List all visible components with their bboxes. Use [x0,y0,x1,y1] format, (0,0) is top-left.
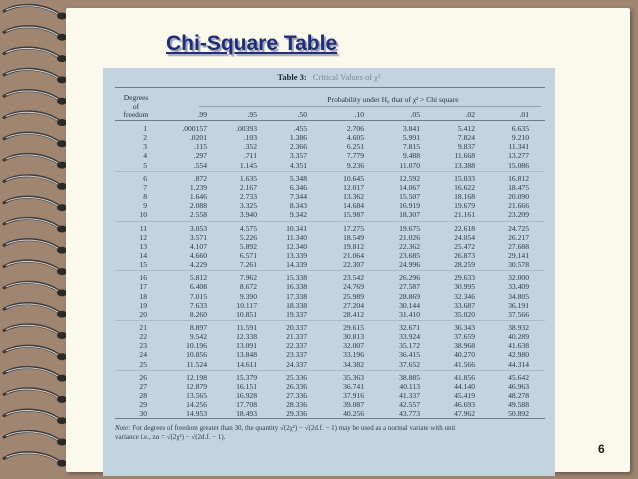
value-cell: 8.260 [189,309,207,319]
value-cell: 30.578 [508,260,529,270]
binding-coil [4,304,67,318]
value-cell: 37.916 [343,391,364,401]
value-cell: 6.251 [346,142,364,152]
binding-coil [4,69,67,83]
value-cell: 18.493 [236,409,257,419]
value-cell: 25.336 [286,372,307,382]
value-cell: 9.390 [239,291,257,301]
value-cell: 10.856 [186,350,207,360]
value-cell: .872 [193,173,207,183]
value-cell: 38.885 [399,372,420,382]
probability-header: Probability under H₀ that of χ² > Chi square [327,95,459,104]
value-cell: 30.995 [454,282,475,292]
value-cell: 3.841 [402,124,420,133]
value-cell: 1.145 [239,160,257,170]
df-cell: 21 [139,323,147,332]
df-cell: 10 [139,210,147,220]
value-cell: 18.475 [508,182,529,192]
value-cell: 11.591 [236,323,257,332]
value-cell: 19.679 [454,201,475,211]
value-cell: 23.685 [399,250,420,260]
value-cell: 29.141 [508,250,529,260]
value-cell: 33.924 [399,332,420,342]
value-cell: 11.070 [399,160,420,170]
value-cell: 33.409 [508,282,529,292]
value-cell: 15.987 [343,210,364,220]
value-cell: 13.339 [286,250,307,260]
value-cell: 34.805 [508,291,529,301]
value-cell: 9.542 [189,332,207,342]
value-cell: 7.015 [189,291,207,301]
value-cell: 40.256 [343,409,364,419]
value-cell: 2.706 [346,124,364,133]
binding-coil [4,453,67,467]
df-cell: 5 [143,160,147,170]
value-cell: 16.338 [286,282,307,292]
value-cell: 36.741 [343,381,364,391]
df-cell: 2 [143,133,147,143]
value-cell: 8.897 [189,323,207,332]
value-cell: 6.346 [289,182,307,192]
value-cell: 25.472 [454,241,475,251]
value-cell: 36.191 [508,300,529,310]
value-cell: .00393 [236,124,257,133]
value-cell: 36.343 [454,323,475,332]
value-cell: 41.337 [399,391,420,401]
value-cell: 41.566 [454,359,475,369]
df-cell: 3 [143,142,147,152]
value-cell: 22.362 [399,241,420,251]
value-cell: 9.837 [457,142,475,152]
value-cell: 27.336 [286,391,307,401]
df-cell: 9 [143,201,147,211]
value-cell: 13.091 [236,341,257,351]
value-cell: 37.659 [454,332,475,342]
value-cell: 4.605 [346,133,364,143]
value-cell: 13.848 [236,350,257,360]
binding-coil [4,431,67,445]
value-cell: 34.382 [343,359,364,369]
df-cell: 11 [139,223,147,233]
value-cell: .352 [243,142,257,152]
value-cell: 32.671 [399,323,420,332]
value-cell: 16.812 [508,173,529,183]
value-cell: 14.953 [186,409,207,419]
value-cell: 42.557 [399,400,420,410]
table-caption [103,72,555,82]
value-cell: 26.296 [399,273,420,283]
value-cell: 37.566 [508,309,529,319]
value-cell: 37.652 [399,359,420,369]
value-cell: 16.151 [236,381,257,391]
value-cell: 43.773 [399,409,420,419]
value-cell: 15.507 [399,192,420,202]
value-cell: 9.488 [402,151,420,161]
value-cell: 46.963 [508,381,529,391]
value-cell: 16.919 [399,201,420,211]
value-cell: 14.067 [399,182,420,192]
row-group-separator [115,320,545,321]
value-cell: 21.161 [454,210,475,220]
df-cell: 18 [139,291,147,301]
value-cell: 12.340 [286,241,307,251]
column-header: .99 [197,110,207,119]
value-cell: 5.812 [189,273,207,283]
value-cell: 12.338 [236,332,257,342]
value-cell: 29.633 [454,273,475,283]
value-cell: 33.687 [454,300,475,310]
value-cell: 36.415 [399,350,420,360]
row-group-separator [115,270,545,271]
column-header: .02 [465,110,475,119]
binding-coil [4,367,67,381]
value-cell: 10.117 [236,300,257,310]
probability-header-rule [199,106,541,107]
value-cell: 3.940 [239,210,257,220]
value-cell: 19.812 [343,241,364,251]
binding-coil [4,282,67,296]
df-cell: 20 [139,309,147,319]
value-cell: .297 [193,151,207,161]
note-label: Note: [115,424,131,432]
value-cell: 13.277 [508,151,529,161]
value-cell: 14.339 [286,260,307,270]
value-cell: 10.196 [186,341,207,351]
value-cell: 15.379 [236,372,257,382]
value-cell: 14.611 [236,359,257,369]
df-cell: 12 [139,232,147,242]
value-cell: 11.668 [454,151,475,161]
value-cell: 26.217 [508,232,529,242]
df-cell: 15 [139,260,147,270]
value-cell: 28.412 [343,309,364,319]
value-cell: 4.575 [239,223,257,233]
value-cell: 21.064 [343,250,364,260]
value-cell: 5.892 [239,241,257,251]
value-cell: 15.338 [286,273,307,283]
value-cell: 17.708 [236,400,257,410]
value-cell: 9.210 [511,133,529,143]
value-cell: 44.140 [454,381,475,391]
value-cell: 38.968 [454,341,475,351]
value-cell: 20.090 [508,192,529,202]
value-cell: 6.635 [511,124,529,133]
value-cell: 7.779 [346,151,364,161]
value-cell: 44.314 [508,359,529,369]
df-cell: 23 [139,341,147,351]
value-cell: 11.524 [186,359,207,369]
value-cell: 26.873 [454,250,475,260]
value-cell: .0201 [189,133,207,143]
value-cell: 1.646 [189,192,207,202]
column-header: .50 [297,110,307,119]
value-cell: 3.571 [189,232,207,242]
value-cell: .000157 [182,124,207,133]
value-cell: 18.307 [399,210,420,220]
value-cell: 6.571 [239,250,257,260]
value-cell: 35.020 [454,309,475,319]
value-cell: 38.932 [508,323,529,332]
value-cell: 14.684 [343,201,364,211]
binding-coil [4,389,67,403]
value-cell: 18.338 [286,300,307,310]
value-cell: 24.769 [343,282,364,292]
column-header: .05 [410,110,420,119]
value-cell: .115 [193,142,207,152]
value-cell: 20.337 [286,323,307,332]
page-number: 6 [598,442,605,456]
value-cell: .103 [243,133,257,143]
value-cell: 7.633 [189,300,207,310]
value-cell: 27.587 [399,282,420,292]
binding-coil [4,325,67,339]
df-cell: 30 [139,409,147,419]
value-cell: 7.962 [239,273,257,283]
value-cell: 28.259 [454,260,475,270]
value-cell: 16.622 [454,182,475,192]
value-cell: 3.053 [189,223,207,233]
value-cell: 3.357 [289,151,307,161]
slide-title: Chi-Square Table [166,32,338,55]
value-cell: 1.635 [239,173,257,183]
df-cell: 13 [139,241,147,251]
column-header: .01 [519,110,529,119]
df-cell: 28 [139,391,147,401]
table-bottom-rule [115,418,545,419]
value-cell: 4.229 [189,260,207,270]
value-cell: 49.588 [508,400,529,410]
value-cell: 31.410 [399,309,420,319]
df-cell: 26 [139,372,147,382]
value-cell: 32.346 [454,291,475,301]
df-cell: 25 [139,359,147,369]
value-cell: 2.167 [239,182,257,192]
value-cell: .711 [243,151,257,161]
row-group-separator [115,221,545,222]
value-cell: 19.675 [399,223,420,233]
value-cell: 21.666 [508,201,529,211]
value-cell: 11.340 [286,232,307,242]
value-cell: 5.226 [239,232,257,242]
value-cell: 4.660 [189,250,207,260]
value-cell: 18.168 [454,192,475,202]
value-cell: 50.892 [508,409,529,419]
binding-coil [4,91,67,105]
value-cell: 26.336 [286,381,307,391]
value-cell: 19.337 [286,309,307,319]
df-cell: 22 [139,332,147,342]
value-cell: 24.725 [508,223,529,233]
df-header-line: of [132,101,140,111]
value-cell: 27.688 [508,241,529,251]
df-cell: 16 [139,273,147,283]
value-cell: 11.341 [508,142,529,152]
value-cell: 42.980 [508,350,529,360]
row-group-separator [115,370,545,371]
value-cell: 7.824 [457,133,475,143]
row-group-separator [115,171,545,172]
value-cell: 45.642 [508,372,529,382]
binding-coil [4,410,67,424]
value-cell: 18.549 [343,232,364,242]
binding-coil [4,27,67,41]
value-cell: 48.278 [508,391,529,401]
binding-coil [4,154,67,168]
value-cell: 10.341 [286,223,307,233]
value-cell: 7.261 [239,260,257,270]
value-cell: 40.289 [508,332,529,342]
value-cell: 35.363 [343,372,364,382]
binding-coil [4,240,67,254]
value-cell: 4.107 [189,241,207,251]
header-bottom-rule [115,120,545,121]
value-cell: 29.336 [286,409,307,419]
value-cell: 5.348 [289,173,307,183]
value-cell: 39.087 [343,400,364,410]
value-cell: 6.408 [189,282,207,292]
value-cell: 22.307 [343,260,364,270]
value-cell: 17.338 [286,291,307,301]
value-cell: 16.928 [236,391,257,401]
binding-coil [4,197,67,211]
value-cell: 23.542 [343,273,364,283]
value-cell: 21.337 [286,332,307,342]
value-cell: 23.209 [508,210,529,220]
value-cell: 40.270 [454,350,475,360]
df-cell: 24 [139,350,147,360]
table-top-rule [115,87,545,88]
value-cell: 32.007 [343,341,364,351]
df-cell: 27 [139,381,147,391]
value-cell: 13.565 [186,391,207,401]
value-cell: 30.813 [343,332,364,342]
value-cell: 8.672 [239,282,257,292]
value-cell: 24.996 [399,260,420,270]
value-cell: 32.000 [508,273,529,283]
df-cell: 7 [143,182,147,192]
chi-square-table-image [103,68,555,476]
df-cell: 29 [139,400,147,410]
column-header: .10 [354,110,364,119]
column-header: .95 [247,110,257,119]
table-caption-title: Critical Values of χ² [312,72,381,82]
value-cell: 29.615 [343,323,364,332]
value-cell: 45.419 [454,391,475,401]
value-cell: 41.638 [508,341,529,351]
value-cell: 15.033 [454,173,475,183]
binding-coil [4,133,67,147]
value-cell: 28.336 [286,400,307,410]
value-cell: 2.733 [239,192,257,202]
value-cell: 10.645 [343,173,364,183]
value-cell: 9.342 [289,210,307,220]
df-cell: 1 [143,124,147,133]
value-cell: 13.388 [454,160,475,170]
df-cell: 14 [139,250,147,260]
value-cell: 2.558 [189,210,207,220]
value-cell: 10.851 [236,309,257,319]
value-cell: 9.236 [346,160,364,170]
binding-coil [4,176,67,190]
df-column-header [115,94,157,120]
value-cell: 28.869 [399,291,420,301]
binding-coil [4,48,67,62]
df-cell: 8 [143,192,147,202]
value-cell: 17.275 [343,223,364,233]
df-cell: 17 [139,282,147,292]
value-cell: 8.343 [289,201,307,211]
value-cell: 12.017 [343,182,364,192]
value-cell: 24.054 [454,232,475,242]
value-cell: 2.088 [189,201,207,211]
df-cell: 19 [139,300,147,310]
value-cell: 13.362 [343,192,364,202]
value-cell: 25.989 [343,291,364,301]
note-line-2: variance i.e., zα = √(2χ²) − √(2d.f. − 1). [115,433,226,441]
df-cell: 4 [143,151,147,161]
value-cell: .554 [193,160,207,170]
value-cell: 27.204 [343,300,364,310]
value-cell: 35.172 [399,341,420,351]
value-cell: 3.325 [239,201,257,211]
df-cell: 6 [143,173,147,183]
value-cell: 5.412 [457,124,475,133]
value-cell: 2.366 [289,142,307,152]
value-cell: 1.386 [289,133,307,143]
value-cell: 41.856 [454,372,475,382]
value-cell: 1.239 [189,182,207,192]
table-caption-number: Table 3: [277,72,307,82]
binding-coil [4,218,67,232]
value-cell: 14.256 [186,400,207,410]
value-cell: 7.815 [402,142,420,152]
value-cell: 46.693 [454,400,475,410]
value-cell: .455 [293,124,307,133]
value-cell: 12.592 [399,173,420,183]
value-cell: 22.337 [286,341,307,351]
binding-coil [4,346,67,360]
value-cell: 4.351 [289,160,307,170]
value-cell: 40.113 [399,381,420,391]
value-cell: 24.337 [286,359,307,369]
value-cell: 23.337 [286,350,307,360]
binding-coil [4,261,67,275]
value-cell: 47.962 [454,409,475,419]
binding-coil [4,5,67,19]
value-cell: 12.198 [186,372,207,382]
value-cell: 21.026 [399,232,420,242]
value-cell: 7.344 [289,192,307,202]
value-cell: 30.144 [399,300,420,310]
value-cell: 5.991 [402,133,420,143]
value-cell: 15.086 [508,160,529,170]
binding-coil [4,112,67,126]
df-header-line: freedom [123,110,149,119]
value-cell: 12.879 [186,381,207,391]
df-header-line: Degrees [123,93,149,102]
note-line-1: For degrees of freedom greater than 30, the quantity √(2χ²) − √(2d.f. − 1) may be used as a normal variate with unit [132,424,456,432]
value-cell: 22.618 [454,223,475,233]
table-note [115,424,545,442]
value-cell: 33.196 [343,350,364,360]
